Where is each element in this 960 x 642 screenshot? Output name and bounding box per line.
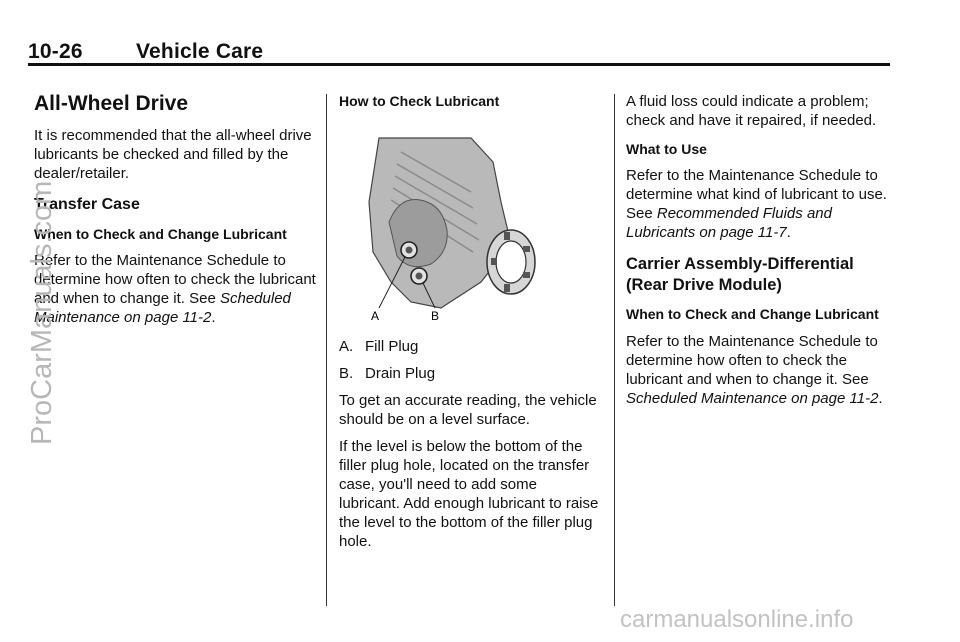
legend-drain-plug: B. Drain Plug <box>339 365 436 383</box>
section-title: Vehicle Care <box>136 40 264 63</box>
column-3 <box>626 92 892 416</box>
level-surface-text: To get an accurate reading, the vehicle should be on a level surface. <box>339 392 597 429</box>
bottom-watermark: carmanualsonline.info <box>620 606 854 633</box>
add-lubricant-text: If the level is below the bottom of the filler plug hole, located on the transfer case, you'll need to add some lubricant. Add enough lubricant to raise the level to the bottom of the filler plug hole. <box>339 438 599 551</box>
legend-fill-plug: A. Fill Plug <box>339 338 419 356</box>
when-to-check-text: Refer to the Maintenance Schedule to determine how often to check the lubricant and when to change it. See Scheduled Maintenance on page 11‑2. <box>34 252 316 327</box>
scheduled-maintenance-link[interactable]: Scheduled Maintenance on page 11‑2 <box>34 290 291 327</box>
what-to-use-heading: What to Use <box>626 141 707 157</box>
side-watermark: ProCarManuals.com <box>26 180 58 445</box>
column-divider-2 <box>614 94 615 606</box>
transfer-case-illustration <box>361 132 541 322</box>
page-number: 10-26 <box>28 40 83 63</box>
when-to-check-heading: When to Check and Change Lubricant <box>34 226 287 242</box>
carrier-assembly-heading: Carrier Assembly-Differential (Rear Drive Module) <box>626 255 854 294</box>
recommended-fluids-link[interactable]: Recommended Fluids and Lubricants on page 11‑7 <box>626 205 832 242</box>
fluid-loss-text: A fluid loss could indicate a problem; check and have it repaired, if needed. <box>626 93 877 129</box>
column-divider-1 <box>326 94 327 606</box>
column-1 <box>34 92 316 335</box>
awd-intro: It is recommended that the all-wheel drive lubricants be checked and filled by the dealer/retailer. <box>34 127 312 182</box>
column-2 <box>339 92 601 559</box>
header-divider <box>28 63 890 66</box>
rear-scheduled-maintenance-link[interactable]: Scheduled Maintenance on page 11‑2 <box>626 389 879 407</box>
what-to-use-text: Refer to the Maintenance Schedule to determine what kind of lubricant to use. See Recommended Fluids and Lubricants on page 11‑7. <box>626 167 887 242</box>
figure-label-a: A <box>371 309 380 323</box>
awd-heading: All-Wheel Drive <box>34 92 189 115</box>
rear-when-to-check-text: Refer to the Maintenance Schedule to determine how often to check the lubricant and when to change it. See Scheduled Maintenance on page 11‑2. <box>626 332 883 407</box>
transfer-case-heading: Transfer Case <box>34 196 140 213</box>
how-to-check-heading: How to Check Lubricant <box>339 93 500 109</box>
rear-when-to-check-heading: When to Check and Change Lubricant <box>626 306 879 323</box>
page-header <box>28 38 890 66</box>
figure-label-b: B <box>431 309 440 323</box>
